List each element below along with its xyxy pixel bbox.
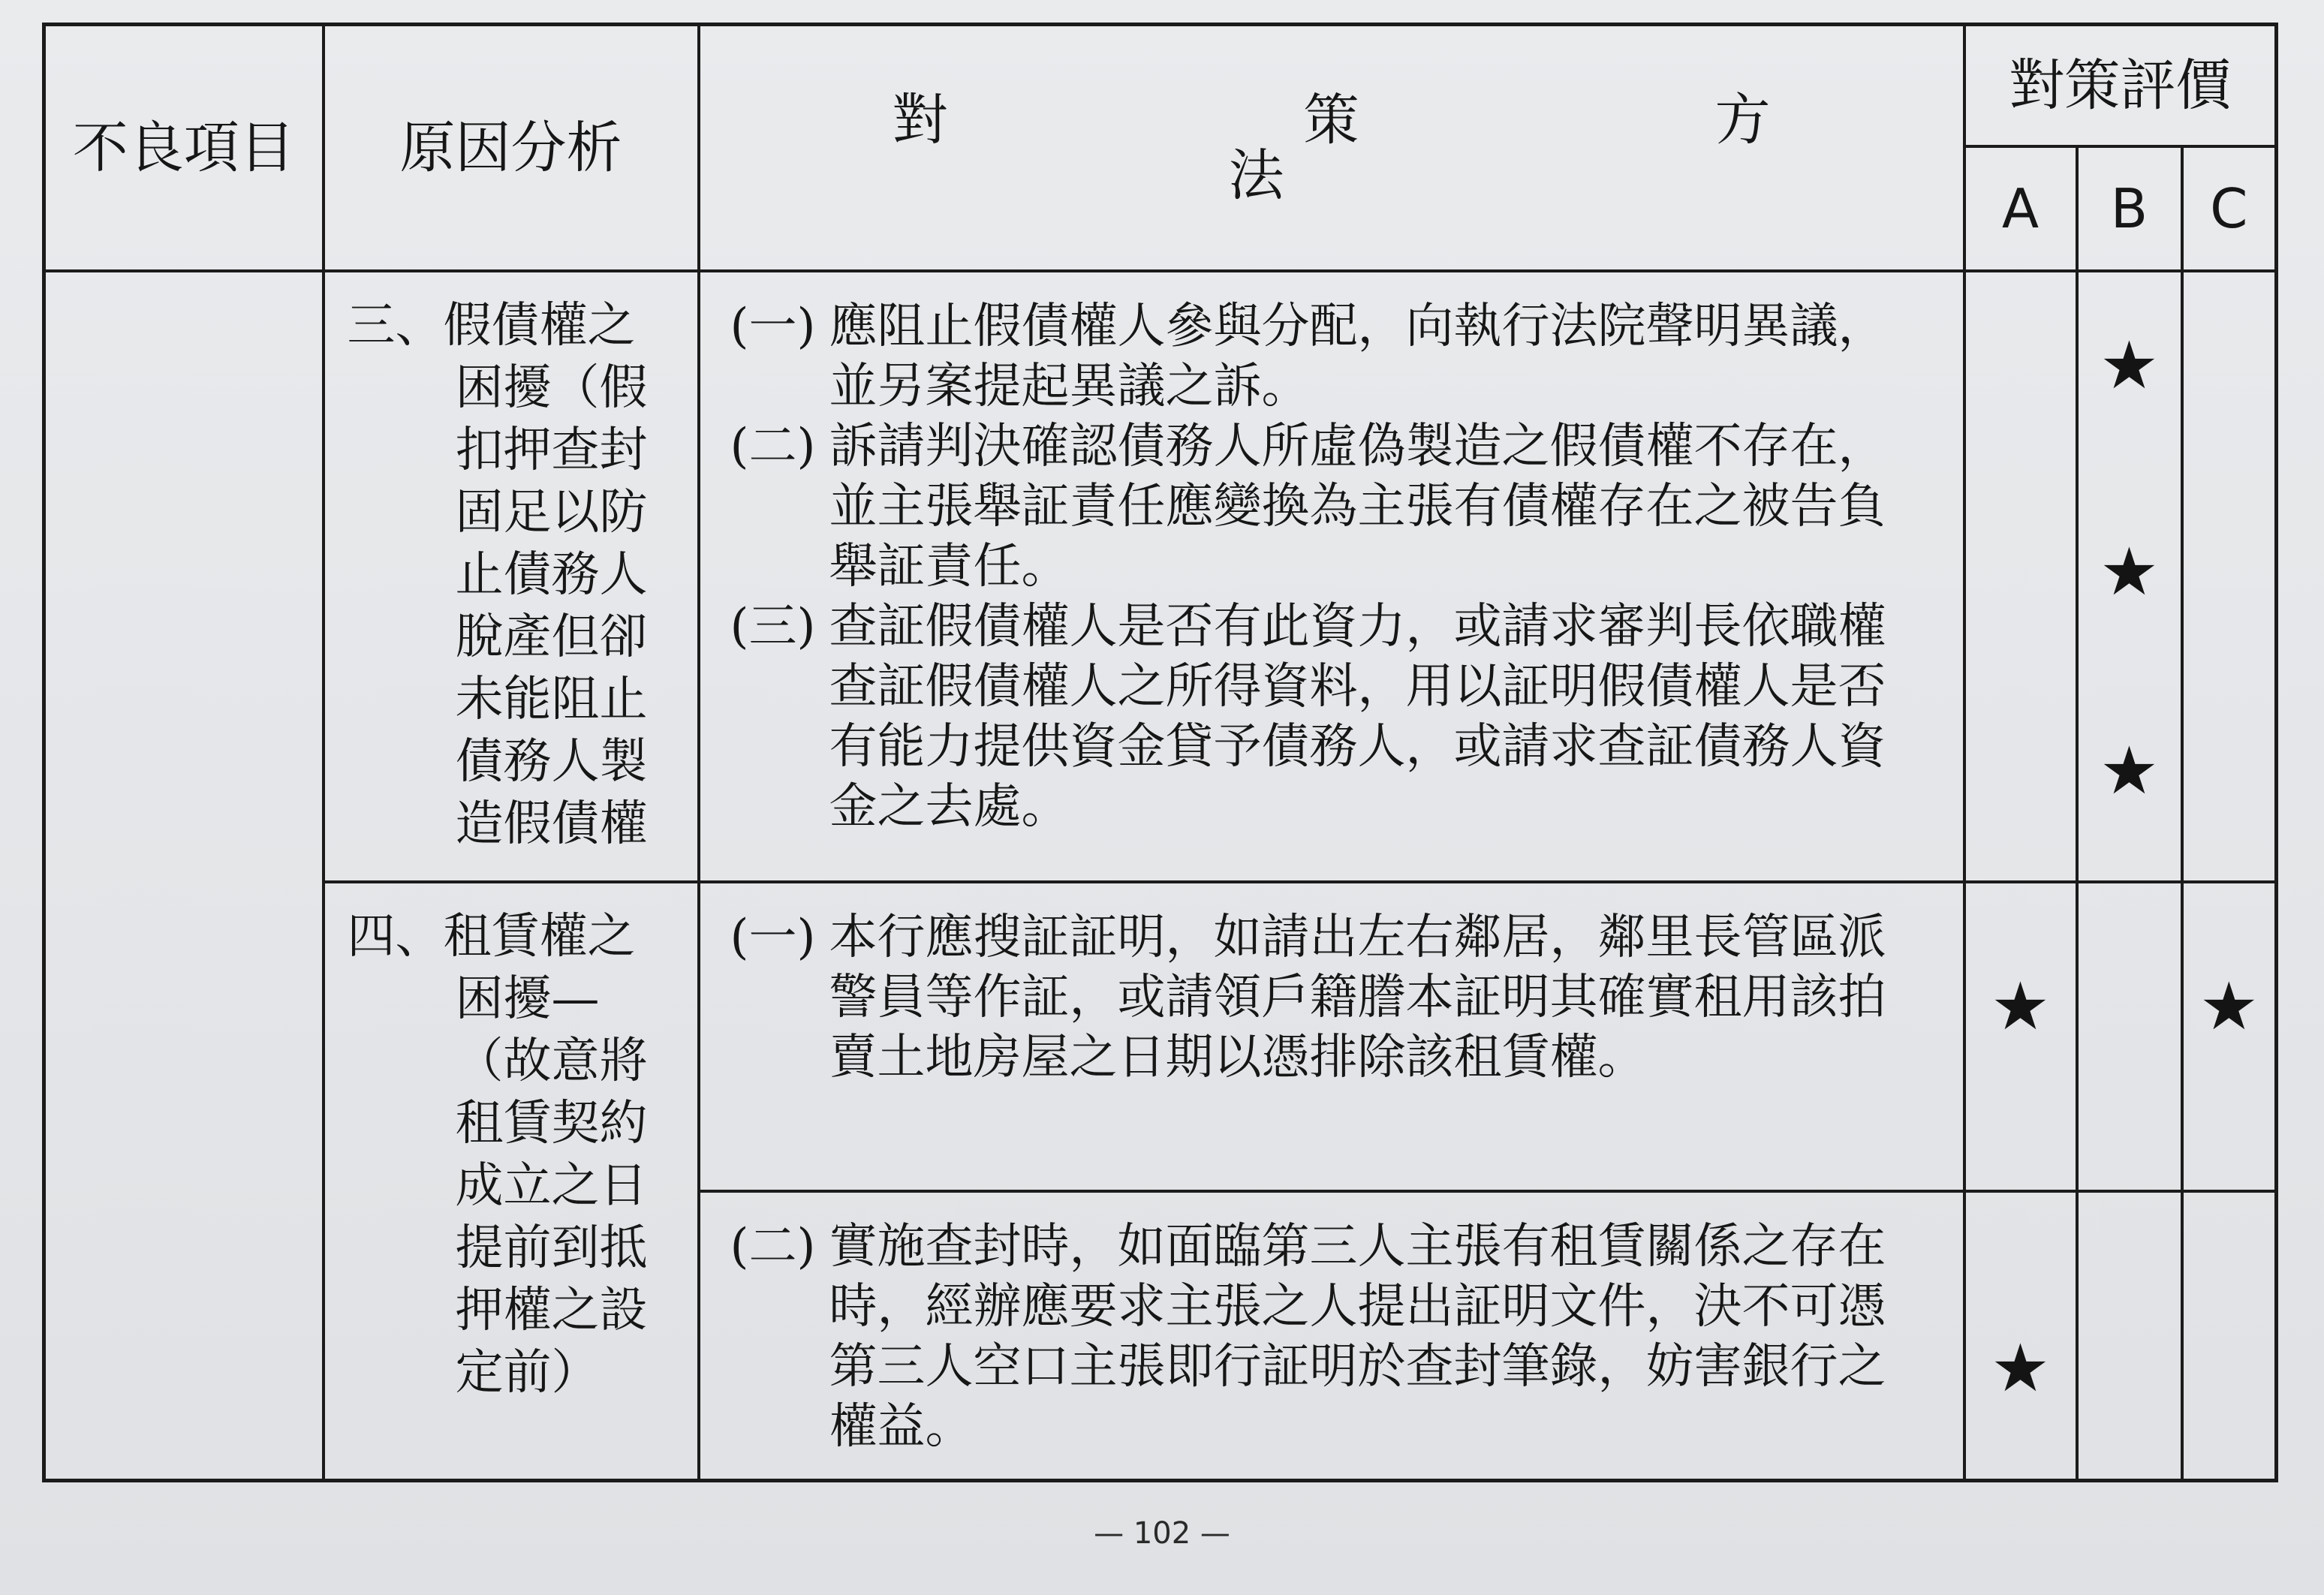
cause-line: 未能阻止 [455, 671, 648, 727]
star-icon: ★ [2100, 532, 2159, 610]
header-grade-a: A [1964, 146, 2077, 271]
cause-line: 困擾— [455, 971, 600, 1027]
star-icon: ★ [1991, 967, 2050, 1045]
cause-line: 債務人製 [455, 733, 648, 790]
header-evaluation: 對策評價 [1964, 25, 2277, 146]
cause-line: 困擾（假 [455, 360, 648, 416]
eval-cell-b [2077, 1191, 2182, 1481]
method-item-number: (一) [730, 909, 816, 965]
star-icon: ★ [1991, 1329, 2050, 1407]
method-item [730, 296, 1925, 417]
method-cell-3 [699, 271, 1964, 882]
method-item-text: 查証假債權人是否有此資力，或請求審判長依職權查証假債權人之所得資料，用以証明假債權人是否有能力提供資金貸予債務人，或請求查証債務人資金之去處。 [829, 598, 1886, 835]
cause-line: 扣押查封 [455, 422, 648, 478]
eval-cell-b [2077, 271, 2182, 882]
method-cell-4-1 [699, 882, 1964, 1191]
star-icon: ★ [2100, 326, 2159, 404]
cause-line: 四、租賃權之 [347, 908, 636, 965]
star-icon: ★ [2100, 731, 2159, 809]
cause-line: 定前） [455, 1344, 600, 1401]
method-cell-4-2 [699, 1191, 1964, 1481]
method-item-text: 訴請判決確認債務人所虛偽製造之假債權不存在，並主張舉証責任應變換為主張有債權存在之被告負舉証責任。 [829, 418, 1886, 594]
eval-cell-c [2182, 271, 2277, 882]
method-item-number: (三) [730, 598, 816, 655]
cause-line: 押權之設 [455, 1282, 648, 1338]
method-item [730, 417, 1925, 597]
method-item-text: 應阻止假債權人參與分配，向執行法院聲明異議，並另案提起異議之訴。 [829, 298, 1886, 414]
method-item [730, 1217, 1925, 1457]
method-item [730, 907, 1925, 1088]
countermeasure-table [42, 23, 2278, 1482]
eval-cell-c [2182, 1191, 2277, 1481]
cause-line: 成立之日 [455, 1157, 648, 1214]
cause-line: 脫產但卻 [455, 609, 648, 665]
header-grade-c: C [2182, 146, 2277, 271]
eval-cell-b [2077, 882, 2182, 1191]
cause-analysis-3 [324, 271, 699, 882]
cause-line: 造假債權 [455, 796, 648, 852]
header-grade-b: B [2077, 146, 2182, 271]
method-item [730, 597, 1925, 837]
method-item-number: (二) [730, 1218, 816, 1274]
cause-line: 提前到抵 [455, 1220, 648, 1276]
star-icon: ★ [2199, 967, 2259, 1045]
header-countermeasure-method: 對 策 方 法 [699, 25, 1964, 271]
eval-cell-a [1964, 1191, 2077, 1481]
eval-cell-a [1964, 271, 2077, 882]
method-item-number: (二) [730, 418, 816, 474]
eval-cell-a [1964, 882, 2077, 1191]
header-defect-item: 不良項目 [44, 25, 324, 271]
cause-line: （故意將 [455, 1033, 648, 1089]
eval-cell-c [2182, 882, 2277, 1191]
cause-line: 三、假債權之 [347, 297, 636, 354]
header-cause-analysis: 原因分析 [324, 25, 699, 271]
defect-item-cell [44, 271, 324, 1481]
method-item-text: 實施查封時，如面臨第三人主張有租賃關係之存在時，經辦應要求主張之人提出証明文件，決不可憑第三人空口主張即行証明於查封筆錄，妨害銀行之權益。 [829, 1218, 1886, 1455]
page-number: — 102 — [1094, 1516, 1230, 1551]
method-item-text: 本行應搜証証明，如請出左右鄰居，鄰里長管區派警員等作証，或請領戶籍謄本証明其確實租用該拍賣土地房屋之日期以憑排除該租賃權。 [829, 909, 1886, 1085]
cause-line: 固足以防 [455, 484, 648, 540]
cause-line: 租賃契約 [455, 1095, 648, 1151]
cause-line: 止債務人 [455, 546, 648, 603]
method-item-number: (一) [730, 298, 816, 354]
cause-analysis-4 [324, 882, 699, 1481]
